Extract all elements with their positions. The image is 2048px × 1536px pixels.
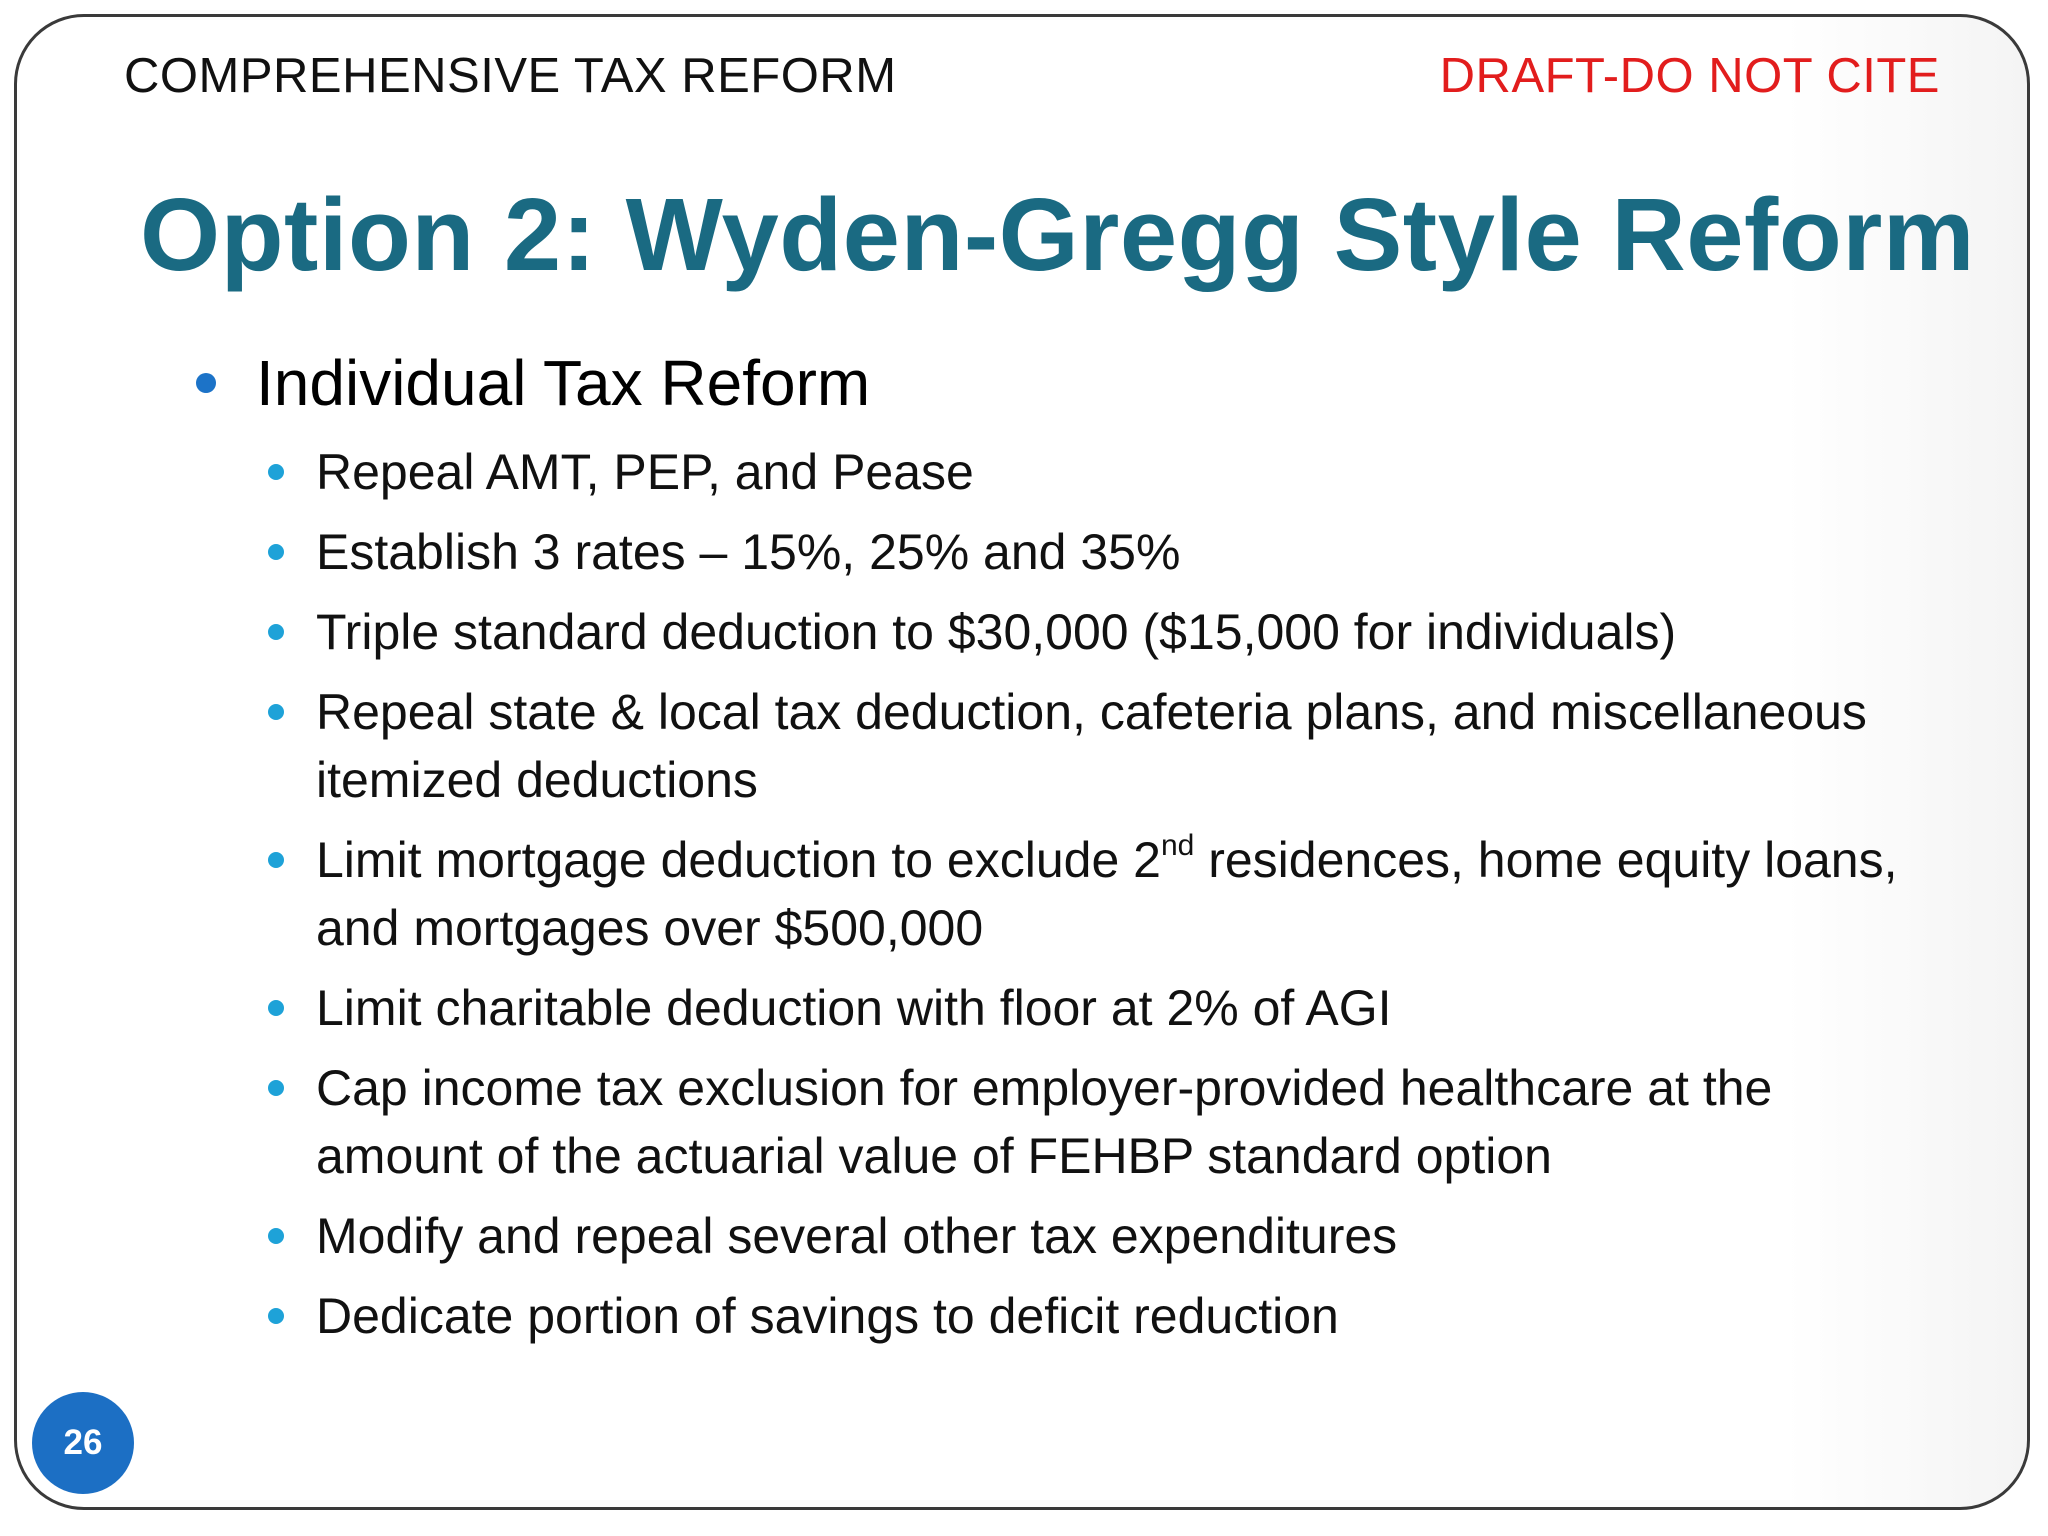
list-item-text: Modify and repeal several other tax expenditures	[316, 1208, 1398, 1264]
list-item	[266, 518, 1946, 586]
ordinal-superscript: nd	[1160, 829, 1195, 862]
list-item-text-part: residences, home equity loans, and mortgages over $500,000	[316, 832, 1898, 956]
bullet-list	[266, 438, 1946, 1362]
list-item	[266, 1282, 1946, 1350]
list-item-text: Repeal AMT, PEP, and Pease	[316, 444, 974, 500]
list-item	[266, 1202, 1946, 1270]
bullet-icon	[268, 704, 284, 720]
bullet-icon	[268, 1308, 284, 1324]
list-item-text: Cap income tax exclusion for employer-provided healthcare at the amount of the actuarial value of FEHBP standard option	[316, 1060, 1773, 1184]
header-title: COMPREHENSIVE TAX REFORM	[124, 49, 897, 103]
section-heading-text: Individual Tax Reform	[256, 347, 871, 419]
list-item	[266, 974, 1946, 1042]
bullet-icon	[196, 373, 216, 393]
list-item	[266, 826, 1946, 962]
list-item	[266, 678, 1946, 814]
bullet-icon	[268, 544, 284, 560]
list-item-text: Establish 3 rates – 15%, 25% and 35%	[316, 524, 1181, 580]
bullet-icon	[268, 464, 284, 480]
list-item	[266, 598, 1946, 666]
bullet-icon	[268, 624, 284, 640]
list-item-text: Triple standard deduction to $30,000 ($15,000 for individuals)	[316, 604, 1677, 660]
page-number-badge: 26	[32, 1392, 134, 1494]
list-item	[266, 1054, 1946, 1190]
bullet-icon	[268, 1228, 284, 1244]
slide-title: Option 2: Wyden-Gregg Style Reform	[140, 177, 1975, 292]
list-item-text: Limit charitable deduction with floor at 2% of AGI	[316, 980, 1392, 1036]
section-heading	[196, 346, 870, 420]
draft-notice: DRAFT-DO NOT CITE	[1439, 49, 1940, 103]
bullet-icon	[268, 1000, 284, 1016]
list-item-text	[316, 829, 1898, 956]
bullet-icon	[268, 1080, 284, 1096]
list-item-text: Dedicate portion of savings to deficit reduction	[316, 1288, 1339, 1344]
list-item-text: Repeal state & local tax deduction, cafeteria plans, and miscellaneous itemized deductions	[316, 684, 1867, 808]
list-item	[266, 438, 1946, 506]
list-item-text-part: Limit mortgage deduction to exclude 2	[316, 832, 1161, 888]
bullet-icon	[268, 852, 284, 868]
